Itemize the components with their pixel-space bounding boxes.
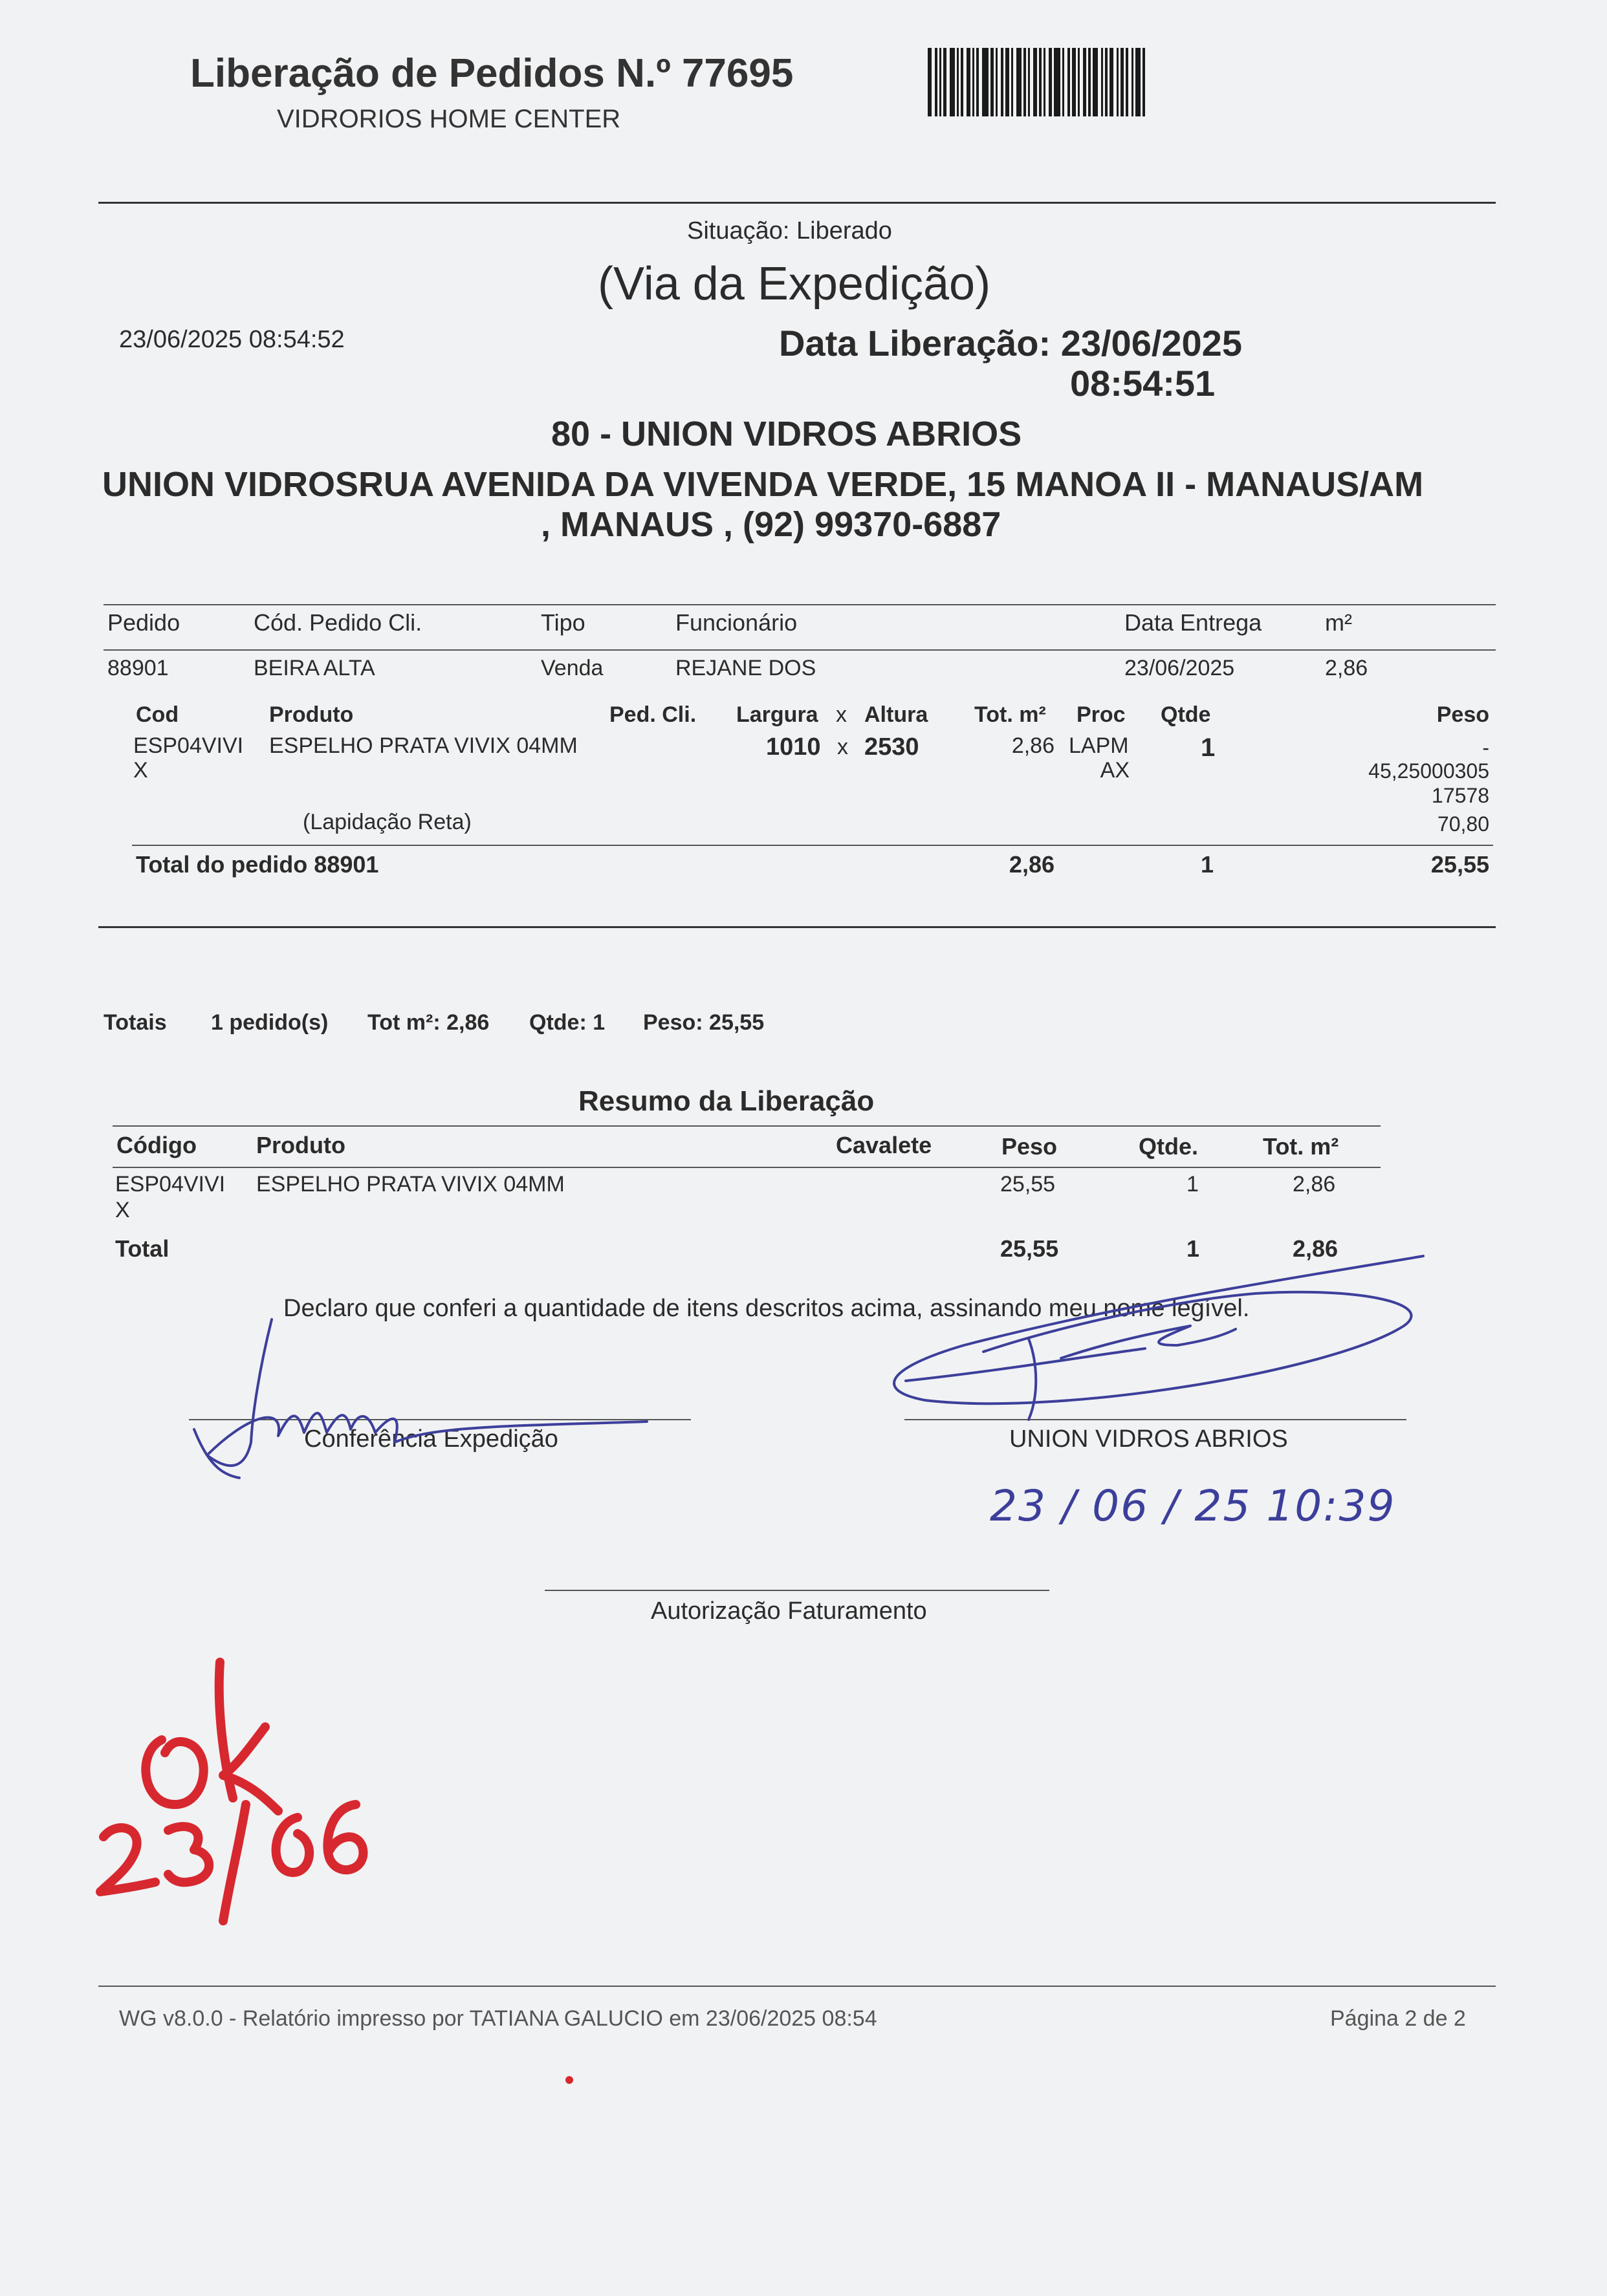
barcode-bar: [967, 48, 970, 116]
barcode-bar: [1028, 48, 1030, 116]
barcode-bar: [1067, 48, 1070, 116]
resumo-codigo-line2: X: [115, 1198, 130, 1222]
barcode-bar: [943, 48, 946, 116]
resumo-col-produto: Produto: [256, 1132, 345, 1158]
signature-label-left: Conferência Expedição: [304, 1425, 558, 1453]
document-title: Liberação de Pedidos N.º 77695: [190, 51, 794, 96]
copy-designation: (Via da Expedição): [598, 258, 991, 310]
resumo-tot-m2: 2,86: [1293, 1172, 1336, 1197]
barcode-bar: [1011, 48, 1013, 116]
release-time: 08:54:51: [1070, 363, 1216, 404]
item-col-x: x: [836, 702, 847, 727]
item-col-largura: Largura: [736, 702, 818, 727]
barcode-bar: [990, 48, 994, 116]
item-col-produto: Produto: [269, 702, 354, 727]
barcode-bar: [1083, 48, 1086, 116]
item-cod-line2: X: [133, 758, 148, 783]
barcode-bar: [1142, 48, 1145, 116]
order-data-entrega-value: 23/06/2025: [1124, 656, 1235, 680]
handwritten-date: 23 / 06 / 25 10:39: [990, 1481, 1396, 1531]
resumo-total-peso: 25,55: [1000, 1235, 1059, 1262]
item-proc-line1: LAPM: [1069, 733, 1129, 758]
order-pedido-value: 88901: [107, 656, 169, 680]
barcode-bar: [976, 48, 979, 116]
totals-label: Totais: [104, 1010, 167, 1035]
resumo-col-tot-m2: Tot. m²: [1263, 1133, 1339, 1160]
order-total-qtde: 1: [1201, 851, 1214, 878]
totals-m2: Tot m²: 2,86: [367, 1010, 490, 1035]
header-divider: [98, 202, 1496, 204]
ink-dot: [565, 2076, 573, 2084]
barcode-bar: [1088, 48, 1091, 116]
barcode-bar: [957, 48, 959, 116]
signature-left-scribble: [181, 1313, 686, 1494]
print-timestamp: 23/06/2025 08:54:52: [119, 326, 345, 353]
barcode-bar: [1062, 48, 1064, 116]
footer-page-number: Página 2 de 2: [1330, 2006, 1466, 2031]
item-peso-line1: -: [1482, 736, 1489, 759]
item-col-peso: Peso: [1436, 702, 1489, 727]
col-pedido: Pedido: [107, 609, 180, 636]
signature-label-right: UNION VIDROS ABRIOS: [1009, 1425, 1288, 1453]
client-address-line2: , MANAUS , (92) 99370-6887: [541, 505, 1001, 544]
auth-line: [545, 1590, 1049, 1591]
barcode-bar: [1049, 48, 1052, 116]
resumo-produto: ESPELHO PRATA VIVIX 04MM: [256, 1172, 565, 1197]
barcode-bar: [1121, 48, 1124, 116]
resumo-codigo-line1: ESP04VIVI: [115, 1172, 226, 1197]
resumo-top-line: [113, 1125, 1381, 1127]
item-col-cod: Cod: [136, 702, 179, 727]
client-address-line1: UNION VIDROSRUA AVENIDA DA VIVENDA VERDE, 15 MANOA II - MANAUS/AM: [102, 465, 1424, 504]
signature-right-scribble: [867, 1248, 1436, 1423]
item-tot-m2: 2,86: [1011, 733, 1055, 758]
order-tipo-value: Venda: [541, 656, 604, 680]
totals-peso: Peso: 25,55: [643, 1010, 765, 1035]
order-funcionario-value: REJANE DOS: [675, 656, 816, 680]
barcode-bar: [972, 48, 974, 116]
barcode-bar: [939, 48, 941, 116]
resumo-col-qtde: Qtde.: [1139, 1133, 1199, 1160]
totals-qtde: Qtde: 1: [529, 1010, 606, 1035]
barcode-bar: [928, 48, 932, 116]
item-cod-line1: ESP04VIVI: [133, 733, 244, 758]
resumo-header-line: [113, 1167, 1381, 1168]
resumo-total-qtde: 1: [1186, 1235, 1200, 1262]
col-cod-pedido-cli: Cód. Pedido Cli.: [254, 609, 422, 636]
red-handwritten-mark: [84, 1656, 382, 1953]
company-name: VIDRORIOS HOME CENTER: [277, 105, 621, 133]
item-largura: 1010: [766, 733, 821, 761]
resumo-col-codigo: Código: [116, 1132, 197, 1158]
footer-printed-by: WG v8.0.0 - Relatório impresso por TATIANA GALUCIO em 23/06/2025 08:54: [119, 2006, 877, 2031]
barcode-bar: [1135, 48, 1141, 116]
barcode-bar: [1001, 48, 1003, 116]
barcode-bar: [1054, 48, 1060, 116]
order-total-peso: 25,55: [1430, 851, 1489, 878]
item-col-proc: Proc: [1077, 702, 1126, 727]
barcode-bar: [1023, 48, 1026, 116]
item-peso-line3: 17578: [1432, 784, 1489, 807]
barcode-bar: [1117, 48, 1119, 116]
barcode-bar: [1126, 48, 1128, 116]
totals-pedidos: 1 pedido(s): [211, 1010, 329, 1035]
barcode-bar: [961, 48, 963, 116]
item-col-qtde: Qtde: [1161, 702, 1211, 727]
barcode-bar: [1044, 48, 1045, 116]
footer-line: [98, 1986, 1496, 1987]
item-peso-line2: 45,25000305: [1368, 759, 1489, 783]
order-total-m2: 2,86: [1009, 851, 1055, 878]
col-data-entrega: Data Entrega: [1124, 609, 1262, 636]
item-produto: ESPELHO PRATA VIVIX 04MM: [269, 733, 578, 758]
barcode-bar: [1105, 48, 1108, 116]
order-table-top-line: [104, 604, 1496, 605]
item-col-tot-m2: Tot. m²: [974, 702, 1046, 727]
barcode-bar: [1078, 48, 1080, 116]
item-note: (Lapidação Reta): [303, 810, 472, 834]
order-m2-value: 2,86: [1325, 656, 1368, 680]
barcode-bar: [935, 48, 937, 116]
auth-label: Autorização Faturamento: [651, 1597, 927, 1625]
item-peso-line4: 70,80: [1437, 812, 1489, 836]
barcode-bar: [982, 48, 989, 116]
item-col-ped-cli: Ped. Cli.: [609, 702, 697, 727]
barcode: [928, 48, 1175, 116]
release-date: Data Liberação: 23/06/2025: [779, 323, 1242, 363]
resumo-total-label: Total: [115, 1235, 169, 1262]
status-text: Situação: Liberado: [687, 217, 892, 244]
item-qtde: 1: [1201, 733, 1216, 762]
resumo-col-peso: Peso: [1001, 1133, 1058, 1160]
barcode-bar: [950, 48, 955, 116]
order-cod-cli-value: BEIRA ALTA: [254, 656, 375, 680]
barcode-bar: [1072, 48, 1076, 116]
resumo-col-cavalete: Cavalete: [836, 1132, 932, 1158]
client-name: 80 - UNION VIDROS ABRIOS: [551, 415, 1022, 453]
order-table-header-line: [104, 649, 1496, 651]
item-x: x: [837, 735, 848, 759]
item-altura: 2530: [864, 733, 919, 761]
barcode-bar: [1131, 48, 1133, 116]
barcode-bar: [1093, 48, 1098, 116]
barcode-bar: [1005, 48, 1009, 116]
col-tipo: Tipo: [541, 609, 585, 636]
item-proc-line2: AX: [1100, 758, 1130, 783]
item-col-altura: Altura: [864, 702, 928, 727]
col-m2: m²: [1325, 609, 1352, 636]
resumo-peso: 25,55: [1000, 1172, 1056, 1197]
col-funcionario: Funcionário: [675, 609, 798, 636]
barcode-bar: [1039, 48, 1042, 116]
section-divider: [98, 926, 1496, 928]
barcode-bar: [1033, 48, 1037, 116]
resumo-total-tot-m2: 2,86: [1293, 1235, 1339, 1262]
order-total-line: [132, 845, 1493, 846]
barcode-bar: [1016, 48, 1022, 116]
declaration-text: Declaro que conferi a quantidade de itens descritos acima, assinando meu nome legível.: [283, 1295, 1250, 1322]
barcode-bar: [1101, 48, 1103, 116]
resumo-title: Resumo da Liberação: [578, 1085, 875, 1117]
order-total-label: Total do pedido 88901: [136, 851, 379, 878]
barcode-bar: [996, 48, 998, 116]
resumo-qtde: 1: [1186, 1172, 1199, 1197]
barcode-bar: [1110, 48, 1113, 116]
